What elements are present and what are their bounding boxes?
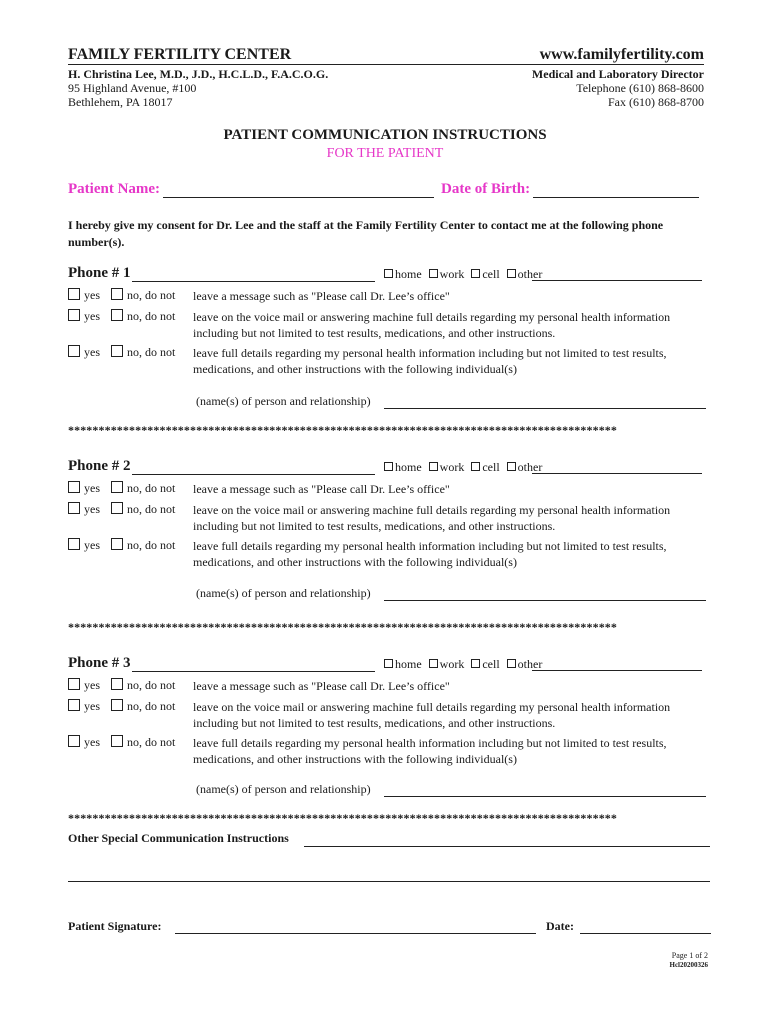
phone-1-message-no-checkbox[interactable] xyxy=(111,288,123,300)
phone-2-full-yes-checkbox[interactable] xyxy=(68,538,80,550)
phone-1-full-details-row xyxy=(68,345,175,360)
phone-3-types xyxy=(380,657,542,672)
phone-type-cell-label: cell xyxy=(482,460,500,474)
phone-1-voicemail-no-checkbox[interactable] xyxy=(111,309,123,321)
phone-3-full-no-checkbox[interactable] xyxy=(111,735,123,747)
phone-3-full-yes-checkbox[interactable] xyxy=(68,735,80,747)
phone-2-cell-checkbox[interactable] xyxy=(471,462,480,471)
fax: Fax (610) 868-8700 xyxy=(608,95,704,109)
yes-label: yes xyxy=(84,481,100,495)
name-relationship-label: (name(s) of person and relationship) xyxy=(196,782,371,796)
website-link[interactable]: www.familyfertility.com xyxy=(539,46,704,63)
section-separator: ****************************************************************************************** xyxy=(68,620,617,634)
phone-2-label: Phone # 2 xyxy=(68,458,131,474)
other-instructions-label: Other Special Communication Instructions xyxy=(68,831,289,845)
phone-1-other-field[interactable] xyxy=(532,280,702,281)
option-message-text: leave a message such as "Please call Dr. Lee’s office" xyxy=(193,482,450,496)
phone-1-voicemail-yes-checkbox[interactable] xyxy=(68,309,80,321)
phone-3-voicemail-yes-checkbox[interactable] xyxy=(68,699,80,711)
phone-1-message-row xyxy=(68,288,175,303)
other-instructions-field-2[interactable] xyxy=(68,881,710,882)
option-voicemail-text: leave on the voice mail or answering machine full details regarding my personal health information including but not limited to test results, medications, and other instructions. xyxy=(193,310,671,340)
document-code: Hcl20200326 xyxy=(669,961,708,969)
phone-3-full-details-row xyxy=(68,735,175,750)
date-field[interactable] xyxy=(580,933,711,934)
yes-label: yes xyxy=(84,699,100,713)
dob-field[interactable] xyxy=(533,197,699,198)
phone-2-full-no-checkbox[interactable] xyxy=(111,538,123,550)
phone-1-other-checkbox[interactable] xyxy=(507,269,516,278)
phone-1-full-yes-checkbox[interactable] xyxy=(68,345,80,357)
phone-2-full-details-row xyxy=(68,538,175,553)
section-separator: ****************************************************************************************** xyxy=(68,423,617,437)
phone-1-name-relationship-field[interactable] xyxy=(384,408,706,409)
no-label: no, do not xyxy=(127,481,176,495)
name-relationship-label: (name(s) of person and relationship) xyxy=(196,394,371,408)
doctor-name: H. Christina Lee, M.D., J.D., H.C.L.D., F.A.C.O.G. xyxy=(68,67,329,81)
no-label: no, do not xyxy=(127,678,176,692)
phone-3-message-no-checkbox[interactable] xyxy=(111,678,123,690)
phone-2-work-checkbox[interactable] xyxy=(429,462,438,471)
phone-3-work-checkbox[interactable] xyxy=(429,659,438,668)
address-line2: Bethlehem, PA 18017 xyxy=(68,95,173,109)
other-instructions-field[interactable] xyxy=(304,846,710,847)
yes-label: yes xyxy=(84,538,100,552)
no-label: no, do not xyxy=(127,735,176,749)
phone-2-message-no-checkbox[interactable] xyxy=(111,481,123,493)
phone-2-voicemail-row xyxy=(68,502,175,517)
phone-1-number-field[interactable] xyxy=(132,281,375,282)
phone-3-other-field[interactable] xyxy=(532,670,702,671)
phone-3-voicemail-no-checkbox[interactable] xyxy=(111,699,123,711)
yes-label: yes xyxy=(84,345,100,359)
phone-type-work-label: work xyxy=(439,657,465,671)
phone-2-types xyxy=(380,460,542,475)
org-name: FAMILY FERTILITY CENTER xyxy=(68,46,292,63)
option-voicemail-text: leave on the voice mail or answering machine full details regarding my personal health information including but not limited to test results, medications, and other instructions. xyxy=(193,700,671,730)
no-label: no, do not xyxy=(127,538,176,552)
phone-2-message-row xyxy=(68,481,175,496)
phone-type-other-label: other xyxy=(517,657,543,671)
yes-label: yes xyxy=(84,288,100,302)
phone-type-other-label: other xyxy=(517,460,543,474)
phone-3-number-field[interactable] xyxy=(132,671,375,672)
phone-3-message-row xyxy=(68,678,175,693)
option-voicemail-text: leave on the voice mail or answering machine full details regarding my personal health information including but not limited to test results, medications, and other instructions. xyxy=(193,503,671,533)
phone-type-cell-label: cell xyxy=(482,657,500,671)
phone-2-other-field[interactable] xyxy=(532,473,702,474)
option-message-text: leave a message such as "Please call Dr. Lee’s office" xyxy=(193,289,450,303)
phone-type-other-label: other xyxy=(517,267,543,281)
phone-type-home-label: home xyxy=(395,267,422,281)
no-label: no, do not xyxy=(127,699,176,713)
patient-name-field[interactable] xyxy=(163,197,434,198)
phone-1-label: Phone # 1 xyxy=(68,265,131,281)
no-label: no, do not xyxy=(127,288,176,302)
phone-2-message-yes-checkbox[interactable] xyxy=(68,481,80,493)
phone-2-other-checkbox[interactable] xyxy=(507,462,516,471)
phone-2-voicemail-no-checkbox[interactable] xyxy=(111,502,123,514)
option-full-details-text: leave full details regarding my personal health information including but not limited to test results, medications, and other instructions with the following individual(s) xyxy=(193,539,667,569)
phone-3-cell-checkbox[interactable] xyxy=(471,659,480,668)
phone-type-cell-label: cell xyxy=(482,267,500,281)
no-label: no, do not xyxy=(127,345,176,359)
form-title: PATIENT COMMUNICATION INSTRUCTIONS xyxy=(223,127,547,143)
phone-type-work-label: work xyxy=(439,460,465,474)
phone-1-message-yes-checkbox[interactable] xyxy=(68,288,80,300)
option-message-text: leave a message such as "Please call Dr. Lee’s office" xyxy=(193,679,450,693)
director-role: Medical and Laboratory Director xyxy=(531,67,704,81)
phone-1-voicemail-row xyxy=(68,309,175,324)
date-label: Date: xyxy=(546,919,574,933)
phone-3-other-checkbox[interactable] xyxy=(507,659,516,668)
yes-label: yes xyxy=(84,678,100,692)
yes-label: yes xyxy=(84,735,100,749)
phone-1-work-checkbox[interactable] xyxy=(429,269,438,278)
option-full-details-text: leave full details regarding my personal health information including but not limited to test results, medications, and other instructions with the following individual(s) xyxy=(193,736,667,766)
name-relationship-label: (name(s) of person and relationship) xyxy=(196,586,371,600)
phone-type-home-label: home xyxy=(395,460,422,474)
form-subtitle: FOR THE PATIENT xyxy=(326,146,444,161)
phone-2-home-checkbox[interactable] xyxy=(384,462,393,471)
page-number: Page 1 of 2 xyxy=(671,951,708,960)
section-separator: ****************************************************************************************** xyxy=(68,811,617,825)
phone-3-name-relationship-field[interactable] xyxy=(384,796,706,797)
option-full-details-text: leave full details regarding my personal health information including but not limited to test results, medications, and other instructions with the following individual(s) xyxy=(193,346,667,376)
no-label: no, do not xyxy=(127,309,176,323)
signature-field[interactable] xyxy=(175,933,536,934)
telephone: Telephone (610) 868-8600 xyxy=(576,81,704,95)
signature-label: Patient Signature: xyxy=(68,919,162,933)
consent-text: I hereby give my consent for Dr. Lee and the staff at the Family Fertility Center to contact me at the following phone number(s). xyxy=(68,218,664,249)
yes-label: yes xyxy=(84,309,100,323)
phone-1-full-no-checkbox[interactable] xyxy=(111,345,123,357)
header-divider xyxy=(68,64,704,65)
address-line1: 95 Highland Avenue, #100 xyxy=(68,81,197,95)
phone-1-home-checkbox[interactable] xyxy=(384,269,393,278)
phone-2-name-relationship-field[interactable] xyxy=(384,600,706,601)
phone-1-types xyxy=(380,267,542,282)
phone-2-voicemail-yes-checkbox[interactable] xyxy=(68,502,80,514)
phone-3-message-yes-checkbox[interactable] xyxy=(68,678,80,690)
phone-type-work-label: work xyxy=(439,267,465,281)
phone-2-number-field[interactable] xyxy=(132,474,375,475)
phone-3-home-checkbox[interactable] xyxy=(384,659,393,668)
no-label: no, do not xyxy=(127,502,176,516)
phone-1-cell-checkbox[interactable] xyxy=(471,269,480,278)
yes-label: yes xyxy=(84,502,100,516)
patient-name-label: Patient Name: xyxy=(68,181,161,197)
phone-type-home-label: home xyxy=(395,657,422,671)
phone-3-voicemail-row xyxy=(68,699,175,714)
phone-3-label: Phone # 3 xyxy=(68,655,131,671)
dob-label: Date of Birth: xyxy=(441,181,531,197)
